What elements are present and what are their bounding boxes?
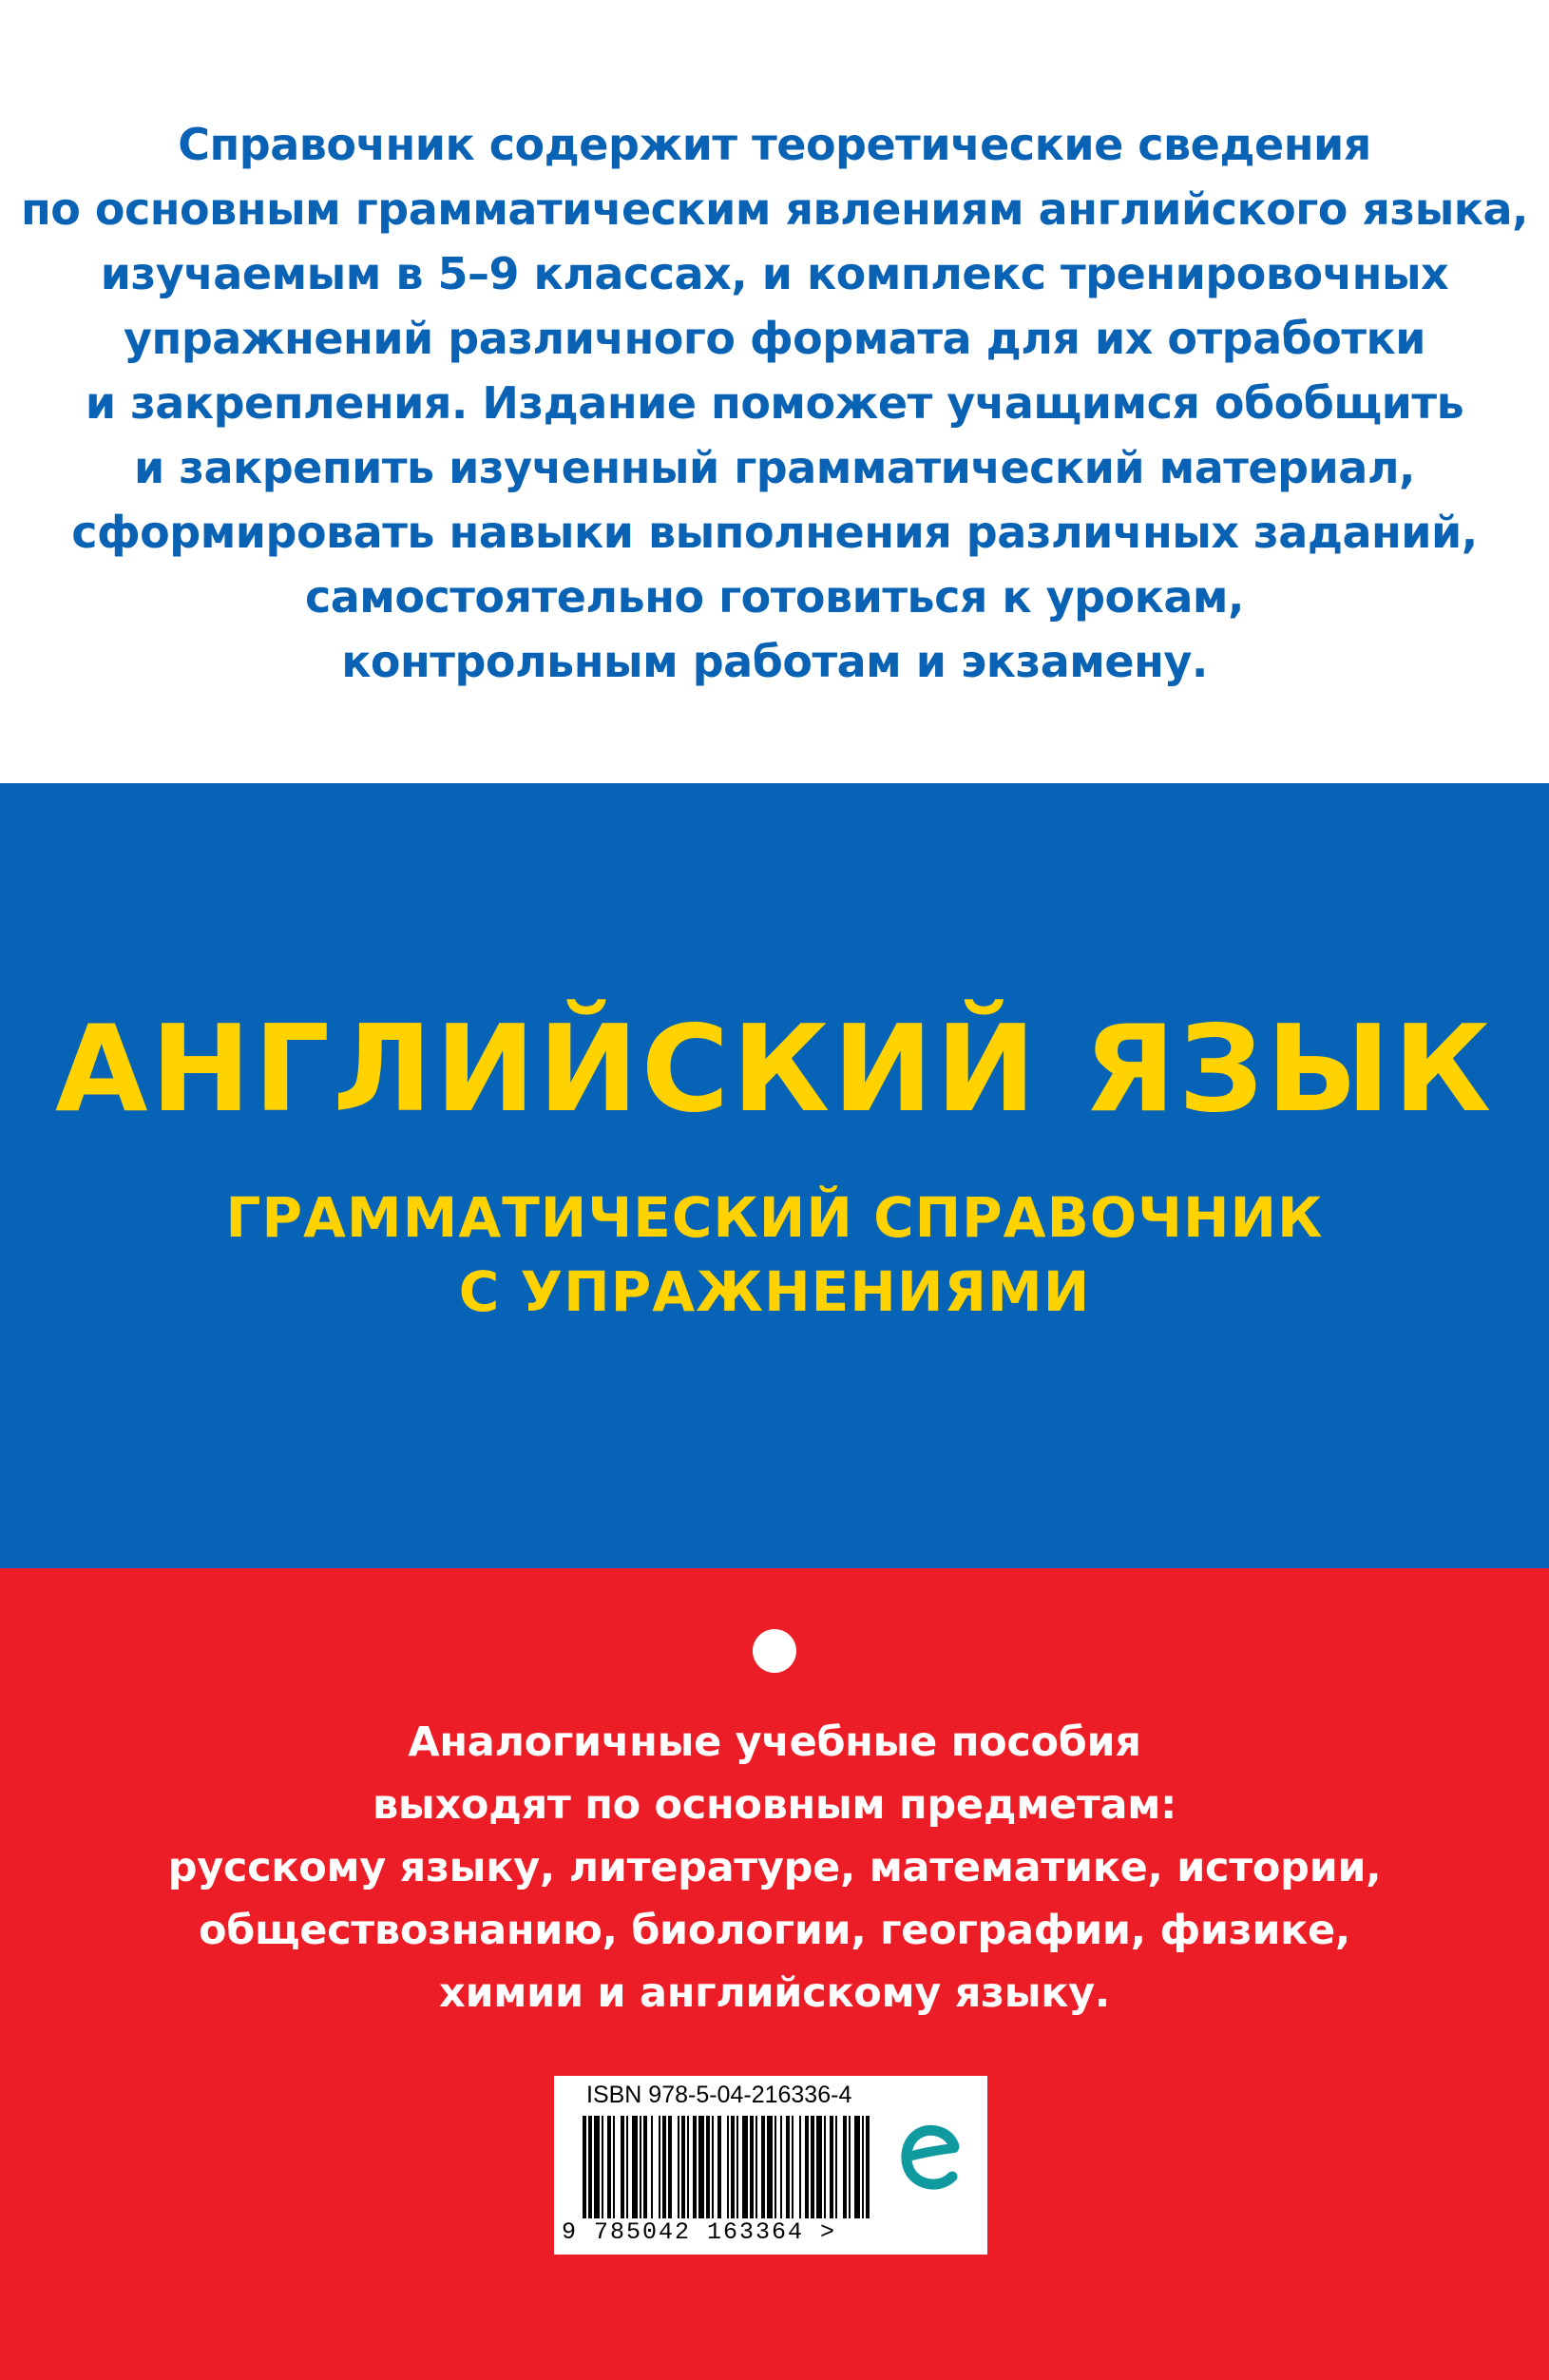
- description-line: контрольным работам и экзамену.: [341, 636, 1208, 687]
- barcode-bar: [640, 2116, 641, 2218]
- barcode-digits: 9 785042 163364 >: [562, 2218, 837, 2246]
- barcode-bar: [761, 2116, 765, 2218]
- barcode-bar: [651, 2116, 653, 2218]
- similar-line: Аналогичные учебные пособия: [408, 1718, 1141, 1766]
- book-title: АНГЛИЙСКИЙ ЯЗЫК: [54, 999, 1495, 1139]
- barcode-bar: [659, 2116, 660, 2218]
- barcode-bar: [830, 2116, 833, 2218]
- middle-blue-band: [0, 783, 1549, 1568]
- barcode-bar: [613, 2116, 615, 2218]
- description-line: и закрепления. Издание поможет учащимся обобщить: [85, 377, 1464, 429]
- similar-line: русскому языку, литературе, математике, истории,: [167, 1844, 1382, 1891]
- book-subtitle: [0, 1180, 1549, 1329]
- barcode-bar: [736, 2116, 738, 2218]
- barcode-bar: [698, 2116, 704, 2218]
- barcode-bar: [717, 2116, 721, 2218]
- barcode-bar: [786, 2116, 790, 2218]
- publisher-e-logo-icon: [884, 2110, 979, 2205]
- barcode-bar: [643, 2116, 647, 2218]
- similar-line: выходят по основным предметам:: [372, 1781, 1176, 1829]
- isbn-label: ISBN 978-5-04-216336-4: [586, 2082, 852, 2108]
- description-line: изучаемым в 5–9 классах, и комплекс тренировочных: [100, 248, 1449, 299]
- barcode-bar: [712, 2116, 714, 2218]
- barcode-bar: [862, 2116, 864, 2218]
- description-line: упражнений различного формата для их отработки: [124, 313, 1425, 364]
- barcode-bar: [824, 2116, 826, 2218]
- barcode-bar: [750, 2116, 754, 2218]
- barcode-bar: [799, 2116, 801, 2218]
- description-line: Справочник содержит теоретические сведения: [178, 119, 1371, 170]
- barcode-bar: [583, 2116, 586, 2218]
- barcode-bar: [866, 2116, 870, 2218]
- barcode-bar: [755, 2116, 757, 2218]
- barcode-bar: [854, 2116, 860, 2218]
- barcode-bar: [662, 2116, 666, 2218]
- barcode-bar: [727, 2116, 729, 2218]
- barcode-bar: [816, 2116, 822, 2218]
- barcode-bar: [687, 2116, 689, 2218]
- description-line: самостоятельно готовиться к урокам,: [304, 571, 1244, 623]
- barcode-bar: [780, 2116, 782, 2218]
- barcode-bar: [632, 2116, 638, 2218]
- barcode-bar: [588, 2116, 592, 2218]
- description-line: по основным грамматическим явлениям английского языка,: [20, 183, 1529, 235]
- subtitle-line: ГРАММАТИЧЕСКИЙ СПРАВОЧНИК: [225, 1185, 1324, 1250]
- barcode-bar: [774, 2116, 776, 2218]
- barcode-bar: [835, 2116, 837, 2218]
- description-text: [0, 112, 1549, 694]
- barcode-bar: [594, 2116, 600, 2218]
- barcode-bar: [621, 2116, 624, 2218]
- white-dot-icon: [753, 1629, 796, 1673]
- subtitle-line: С УПРАЖНЕНИЯМИ: [458, 1259, 1091, 1324]
- barcode-bar: [805, 2116, 809, 2218]
- barcode-bar: [607, 2116, 611, 2218]
- similar-books-text: [0, 1711, 1549, 2025]
- barcode-bar: [681, 2116, 685, 2218]
- barcode-bar: [849, 2116, 851, 2218]
- barcode-bar: [678, 2116, 679, 2218]
- barcode-bar: [602, 2116, 603, 2218]
- barcode-bar: [731, 2116, 735, 2218]
- barcode-bar: [626, 2116, 628, 2218]
- similar-line: обществознанию, биологии, географии, физике,: [199, 1907, 1350, 1954]
- description-line: сформировать навыки выполнения различных заданий,: [71, 507, 1478, 558]
- similar-line: химии и английскому языку.: [439, 1969, 1110, 2017]
- barcode-bar: [767, 2116, 773, 2218]
- barcode-bar: [811, 2116, 814, 2218]
- barcode-bar: [668, 2116, 672, 2218]
- barcode-bar: [742, 2116, 748, 2218]
- barcode-bar: [792, 2116, 794, 2218]
- barcode-bar: [706, 2116, 710, 2218]
- barcode-bar: [843, 2116, 847, 2218]
- description-line: и закрепить изученный грамматический материал,: [133, 442, 1415, 493]
- barcode-bar: [693, 2116, 697, 2218]
